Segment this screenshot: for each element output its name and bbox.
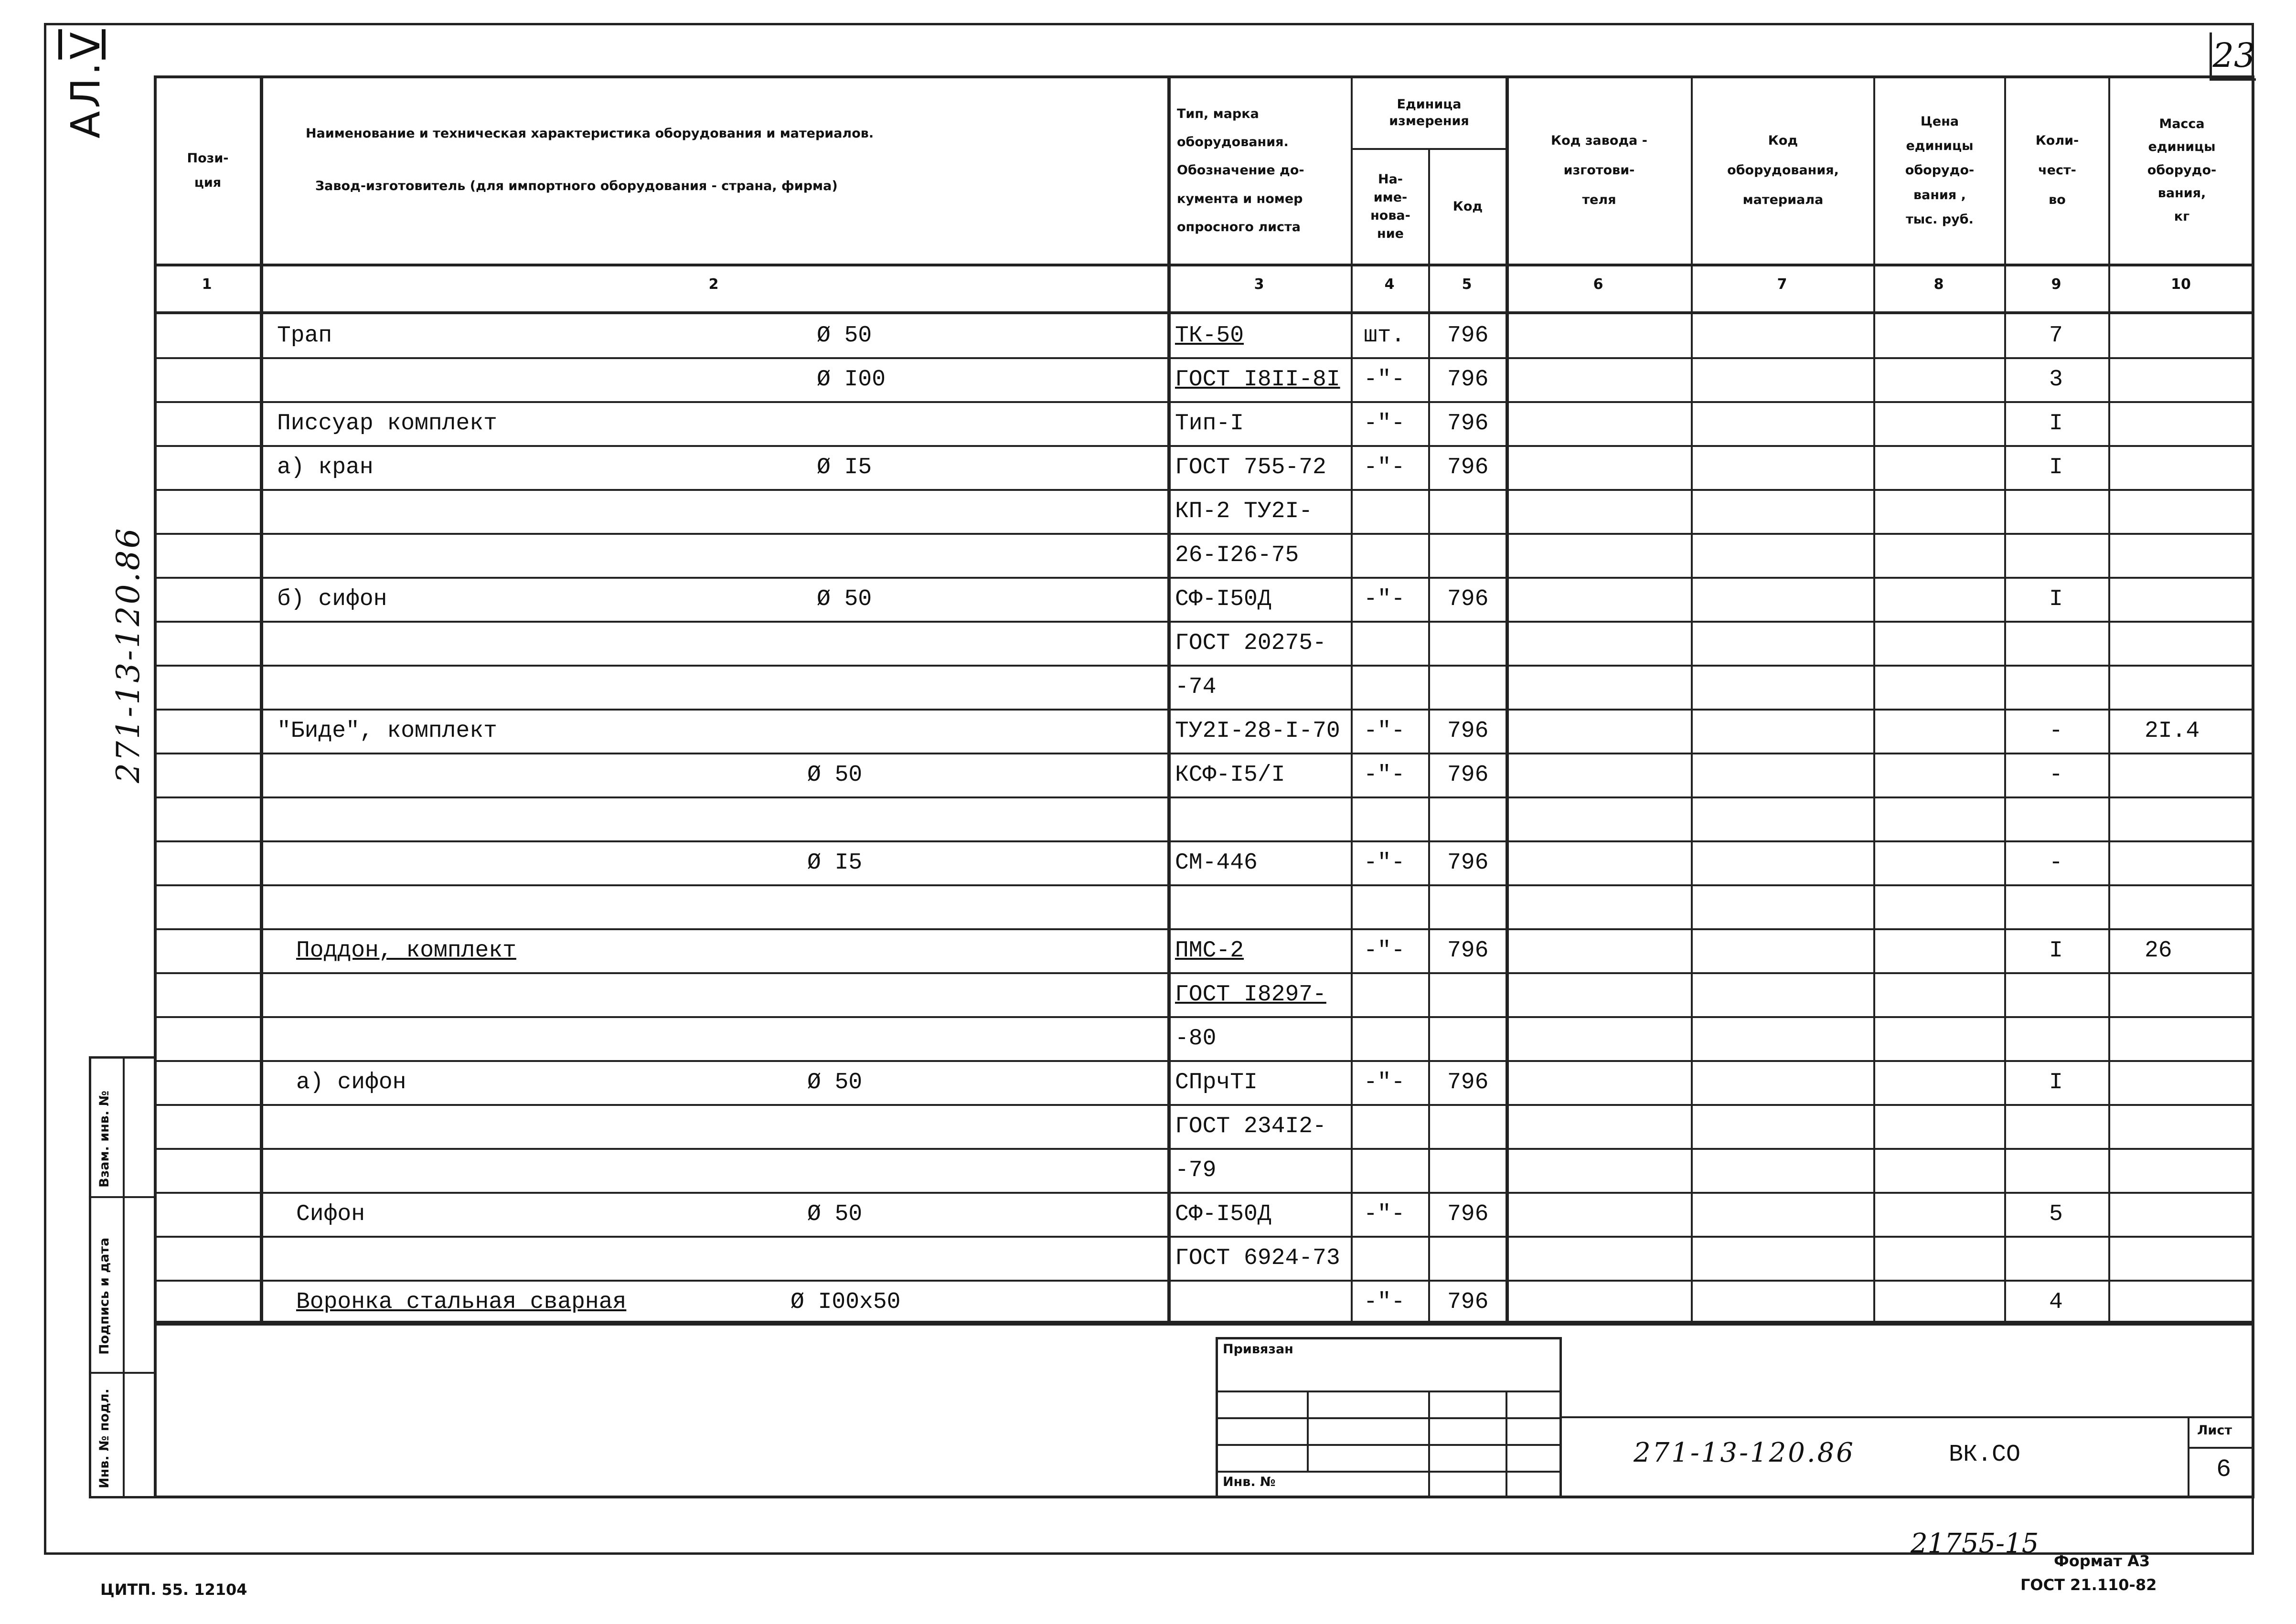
- header-quantity: Коли- чест- во: [2035, 133, 2079, 208]
- header-position: Пози- ция: [187, 150, 229, 190]
- cell-mass: 26: [2145, 938, 2172, 964]
- row-divider: [154, 445, 2254, 447]
- document-suffix: ВК.СО: [1949, 1441, 2021, 1468]
- cell-unit: -"-: [1364, 1070, 1405, 1095]
- row-divider: [154, 796, 2254, 798]
- list-number: 6: [2216, 1455, 2232, 1484]
- cell-name: а) сифон: [296, 1070, 406, 1095]
- cell-type: ГОСТ 234I2-: [1175, 1114, 1326, 1139]
- footer-left-code: ЦИТП. 55. 12104: [100, 1581, 247, 1599]
- cell-unit: -"-: [1364, 367, 1405, 393]
- privyazan-line: [1216, 1471, 1562, 1473]
- row-divider: [154, 840, 2254, 842]
- privyazan-vline: [1506, 1390, 1507, 1497]
- row-divider: [154, 1280, 2254, 1282]
- cell-qty: I: [2049, 938, 2063, 964]
- header-name-line1: Наименование и техническая характеристика оборудования и материалов.: [306, 126, 874, 141]
- col-line: [260, 75, 263, 1321]
- privyazan-line: [1216, 1444, 1562, 1446]
- cell-dia: Ø 50: [817, 586, 872, 612]
- cell-name: б) сифон: [277, 586, 387, 612]
- row-divider: [154, 401, 2254, 403]
- cell-name: Писсуар комплект: [277, 411, 497, 436]
- row-divider: [154, 577, 2254, 579]
- cell-dia: Ø I5: [807, 850, 863, 876]
- cell-type: ПМС-2: [1175, 938, 1244, 964]
- cell-qty: I: [2049, 586, 2063, 612]
- header-unit: Единица измерения: [1389, 96, 1469, 128]
- cell-type: СПрчТI: [1175, 1070, 1258, 1095]
- cell-dia: Ø I5: [817, 455, 872, 480]
- column-number: 8: [1933, 276, 1944, 293]
- cell-type: ГОСТ I8II-8I: [1175, 367, 1340, 393]
- cell-name: а) кран: [277, 455, 374, 480]
- row-divider: [154, 533, 2254, 535]
- cell-qty: 5: [2049, 1201, 2063, 1227]
- row-divider: [154, 357, 2254, 359]
- cell-type: ТК-50: [1175, 323, 1244, 349]
- column-number: 7: [1777, 276, 1787, 293]
- cell-unit: -"-: [1364, 850, 1405, 876]
- cell-unit: -"-: [1364, 938, 1405, 964]
- privyazan-line: [1216, 1417, 1562, 1419]
- header-unit-code: Код: [1452, 199, 1483, 214]
- header-name-line2: Завод-изготовитель (для импортного оборудования - страна, фирма): [315, 179, 838, 194]
- cell-name: Поддон, комплект: [296, 938, 516, 964]
- header-equipment-code: Код оборудования, материала: [1727, 133, 1839, 208]
- cell-qty: I: [2049, 411, 2063, 436]
- cell-qty: -: [2049, 718, 2063, 744]
- cell-type: КСФ-I5/I: [1175, 762, 1285, 788]
- cell-type: 26-I26-75: [1175, 542, 1299, 568]
- header-factory-code: Код завода - изготови- теля: [1551, 133, 1647, 208]
- cell-unit: -"-: [1364, 455, 1405, 480]
- column-number: 2: [708, 276, 719, 293]
- row-divider: [154, 928, 2254, 930]
- col-line: [1428, 148, 1430, 1321]
- side-handwritten-code: 271-13-120.86: [110, 526, 147, 783]
- row-divider: [154, 753, 2254, 754]
- header-bottom-line: [154, 264, 2254, 266]
- column-number: 6: [1593, 276, 1603, 293]
- inv-no-label: Инв. №: [1223, 1475, 1276, 1489]
- cell-qty: -: [2049, 762, 2063, 788]
- cell-unit: -"-: [1364, 718, 1405, 744]
- header-unit-name: На- име- нова- ние: [1370, 172, 1410, 241]
- document-code: 271-13-120.86: [1634, 1437, 1855, 1468]
- cell-type: -74: [1175, 674, 1217, 700]
- list-box-line: [2188, 1416, 2189, 1497]
- cell-code: 796: [1447, 1070, 1489, 1095]
- row-divider: [154, 972, 2254, 974]
- cell-code: 796: [1447, 367, 1489, 393]
- list-box-line: [2188, 1447, 2254, 1449]
- row-divider: [154, 1236, 2254, 1238]
- cell-name: Сифон: [296, 1201, 365, 1227]
- cell-type: ТУ2I-28-I-70: [1175, 718, 1340, 744]
- row-divider: [154, 884, 2254, 886]
- header-price: Цена единицы оборудо- вания , тыс. руб.: [1905, 114, 1975, 227]
- privyazan-label: Привязан: [1223, 1342, 1293, 1357]
- album-label: [62, 29, 109, 138]
- cell-code: 796: [1447, 411, 1489, 436]
- cell-dia: Ø 50: [807, 762, 863, 788]
- cell-code: 796: [1447, 762, 1489, 788]
- cell-name: Трап: [277, 323, 332, 349]
- cell-name: Воронка стальная сварная: [296, 1289, 627, 1315]
- cell-code: 796: [1447, 1201, 1489, 1227]
- cell-unit: -"-: [1364, 586, 1405, 612]
- column-number: 1: [202, 276, 212, 293]
- cell-unit: -"-: [1364, 411, 1405, 436]
- cell-unit: -"-: [1364, 1201, 1405, 1227]
- cell-code: 796: [1447, 1289, 1489, 1315]
- table-bottom-line: [154, 1321, 2254, 1324]
- cell-dia: Ø 50: [807, 1070, 863, 1095]
- side-stamp: [89, 1056, 154, 1498]
- cell-dia: Ø I00: [817, 367, 886, 393]
- row-divider: [154, 1104, 2254, 1106]
- cell-code: 796: [1447, 850, 1489, 876]
- side-stamp-row: [91, 1372, 154, 1374]
- row-divider: [154, 1060, 2254, 1062]
- cell-qty: -: [2049, 850, 2063, 876]
- cell-dia: Ø I00x50: [790, 1289, 901, 1315]
- cell-unit: шт.: [1364, 323, 1405, 349]
- cell-code: 796: [1447, 586, 1489, 612]
- header-mass: Масса единицы оборудо- вания, кг: [2147, 116, 2217, 224]
- cell-qty: 4: [2049, 1289, 2063, 1315]
- cell-code: 796: [1447, 718, 1489, 744]
- column-number: 5: [1462, 276, 1472, 293]
- list-label: Лист: [2197, 1423, 2232, 1438]
- cell-mass: 2I.4: [2145, 718, 2200, 744]
- column-number: 3: [1254, 276, 1264, 293]
- row-divider: [154, 1192, 2254, 1194]
- cell-dia: Ø 50: [817, 323, 872, 349]
- cell-code: 796: [1447, 938, 1489, 964]
- cell-code: 796: [1447, 455, 1489, 480]
- column-number: 4: [1384, 276, 1395, 293]
- cell-type: -80: [1175, 1026, 1217, 1051]
- footer-gost: ГОСТ 21.110-82: [2020, 1576, 2157, 1594]
- cell-type: -79: [1175, 1157, 1217, 1183]
- cell-qty: 7: [2049, 323, 2063, 349]
- cell-type: Тип-I: [1175, 411, 1244, 436]
- side-stamp-row: [91, 1196, 154, 1198]
- cell-name: "Биде", комплект: [277, 718, 497, 744]
- title-block-top-line: [1562, 1416, 2254, 1418]
- privyazan-vline: [1307, 1390, 1309, 1471]
- cell-unit: -"-: [1364, 1289, 1405, 1315]
- album-roman: V: [62, 29, 109, 60]
- column-number: 10: [2171, 276, 2191, 293]
- row-divider: [154, 489, 2254, 491]
- column-number: 9: [2051, 276, 2061, 293]
- cell-type: КП-2 ТУ2I-: [1175, 499, 1313, 524]
- cell-qty: 3: [2049, 367, 2063, 393]
- cell-unit: -"-: [1364, 762, 1405, 788]
- cell-type: СФ-I50Д: [1175, 1201, 1271, 1227]
- cell-code: 796: [1447, 323, 1489, 349]
- row-divider: [154, 665, 2254, 667]
- cell-type: СФ-I50Д: [1175, 586, 1271, 612]
- cell-type: ГОСТ I8297-: [1175, 982, 1326, 1008]
- row-divider: [154, 709, 2254, 711]
- cell-type: ГОСТ 20275-: [1175, 630, 1326, 656]
- cell-dia: Ø 50: [807, 1201, 863, 1227]
- side-stamp-divider: [123, 1059, 125, 1496]
- row-divider: [154, 1324, 2254, 1326]
- album-label-text: АЛ.: [62, 59, 109, 138]
- vzam-inv-label: Взам. инв. №: [97, 1090, 112, 1188]
- cell-type: СМ-446: [1175, 850, 1258, 876]
- cell-qty: I: [2049, 1070, 2063, 1095]
- footer-format: Формат А3: [2054, 1552, 2150, 1570]
- colnum-bottom-line: [154, 311, 2254, 314]
- cell-type: ГОСТ 755-72: [1175, 455, 1326, 480]
- privyazan-vline: [1428, 1390, 1430, 1497]
- row-divider: [154, 621, 2254, 623]
- header-type: Тип, марка оборудования. Обозначение до- кумента и номер опросного листа: [1177, 106, 1304, 235]
- podpis-label: Подпись и дата: [97, 1237, 112, 1355]
- privyazan-line: [1216, 1390, 1562, 1392]
- cell-type: ГОСТ 6924-73: [1175, 1245, 1340, 1271]
- row-divider: [154, 1148, 2254, 1150]
- inv-podl-label: Инв. № подл.: [97, 1389, 112, 1488]
- row-divider: [154, 1016, 2254, 1018]
- footer-handwritten-number: 21755-15: [1911, 1528, 2039, 1559]
- sheet-number-top: 23: [2210, 32, 2256, 81]
- cell-qty: I: [2049, 455, 2063, 480]
